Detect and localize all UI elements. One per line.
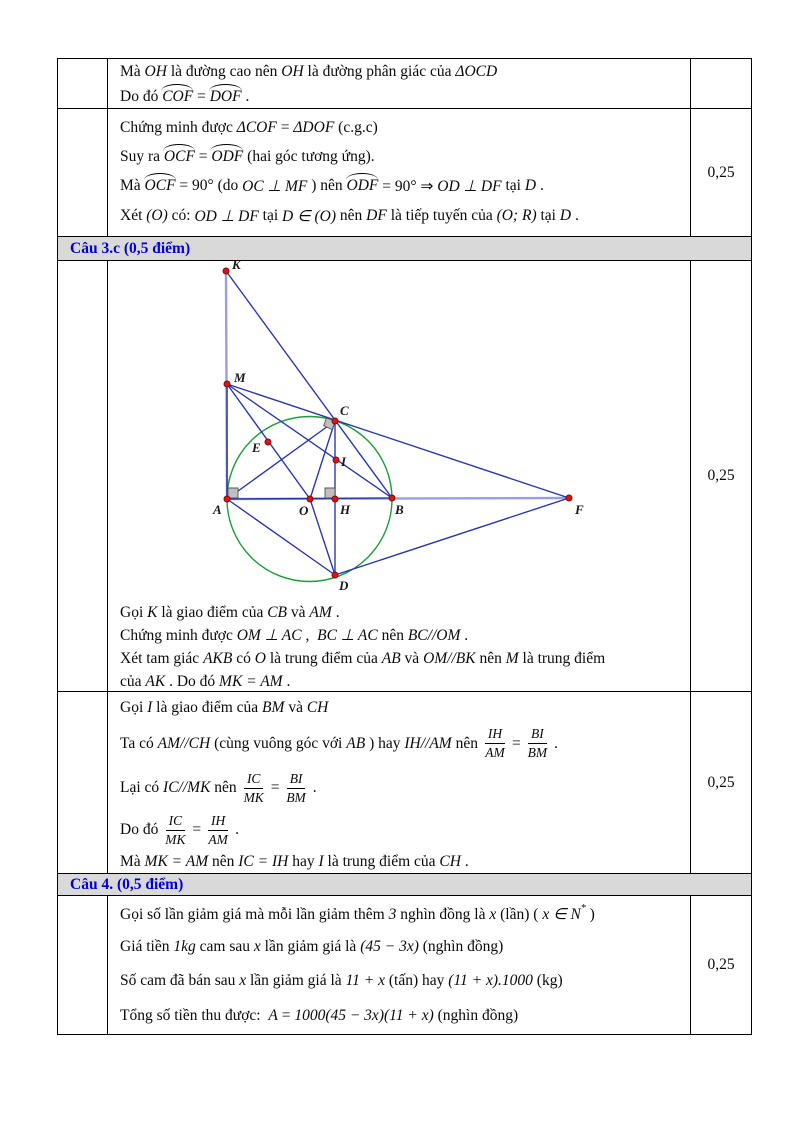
math-run: OD ⊥ DF [437,177,502,195]
point-E [265,439,271,445]
point-C [332,418,338,424]
text-run: (kg) [532,972,563,989]
segment-DF [335,498,569,575]
math-run: (11 + x).1000 [448,972,533,989]
text-run: nên [208,853,239,870]
table-row-band4 [58,874,751,896]
fraction [208,813,228,847]
math-run: AM [309,603,332,621]
math-run: 1000(45 − 3x)(11 + x) [294,1006,434,1024]
point-label-C: C [340,403,349,418]
solution-cell [108,261,691,691]
text-run: (tấn) hay [385,972,449,989]
score-value: 0,25 [707,773,735,791]
score-cell [691,59,751,108]
text-run: nên [475,649,506,667]
solution-line [108,721,690,766]
text-run: Lại có [120,779,164,796]
text-run: . Do đó [165,672,220,690]
math-run: AB [381,649,401,667]
math-run: OM//BK [423,649,476,667]
text-run: là trung điểm của [323,853,440,870]
text-run: cam sau [195,937,254,955]
right-angle-marker [228,488,238,498]
solution-line [108,113,690,142]
segment-OC [310,421,335,499]
math-run: x [239,972,247,989]
solution-line [108,84,690,109]
math-run: I [318,853,324,870]
text-run: hay [288,853,319,870]
math-run: OH [281,63,304,80]
solution-line [108,694,690,721]
text-run: . [331,603,340,621]
fraction [244,771,264,805]
solution-line [108,850,690,874]
math-run: DF [366,207,387,224]
math-run: OC ⊥ MF [242,177,308,195]
question-number-cell [58,692,108,873]
text-run: là trung điểm [518,649,606,667]
math-run: IC//MK [163,779,211,796]
text-run: = 90° ⇒ [378,177,438,195]
text-run: Tổng số tiền thu được: [120,1006,269,1024]
math-run: OH [144,63,167,80]
text-run: lần giảm giá là [260,937,361,955]
fraction-denominator: AM [485,745,505,760]
segment-AC [227,421,335,499]
fraction-numerator: IC [244,771,264,789]
fraction-denominator: BM [286,789,306,805]
math-run: OM ⊥ AC [236,627,302,644]
score-cell [691,692,751,873]
text-run: lần giảm giá là [246,972,346,989]
solution-line [108,930,690,963]
text-run: có: [167,207,195,224]
figure-caption-text [108,601,690,693]
text-run: là đường phân giác của [303,63,456,80]
segment-OD [310,499,335,575]
score-cell [691,109,751,236]
point-label-O: O [299,503,309,518]
solution-cell [108,896,691,1034]
math-run: AM//CH [157,734,211,752]
math-run: x [489,905,497,923]
section-header: Câu 4. (0,5 điểm) [70,875,184,893]
table-row-rowB [58,109,751,237]
solution-line [108,999,690,1032]
text-run: có [232,649,255,667]
fraction-denominator: BM [527,745,548,760]
math-run: (O; R) [496,207,537,224]
text-run: Mà [120,63,145,80]
math-run: IH//AM [404,734,452,752]
solution-cell [108,692,691,873]
solution-line [108,766,690,810]
text-run: Xét tam giác [120,649,204,667]
math-run: AKB [203,649,233,667]
solution-line [108,171,690,201]
table-row-rowD [58,692,751,874]
text-run: (nghìn đồng) [433,1006,519,1024]
angle-arc-notation: ODF [346,177,379,194]
solution-line [108,201,690,231]
table-row-rowC [58,261,751,692]
text-run: là giao điểm của [152,698,263,716]
text-run: Gọi số lần giảm giá mà mỗi lần giảm thêm [120,905,389,923]
angle-arc-notation: OCF [163,147,195,165]
text-run: . [536,177,544,194]
text-run: = [276,118,294,136]
text-run: Số cam đã bán sau [120,972,240,989]
point-I [333,457,339,463]
text-run: (cùng vuông góc với [210,734,347,752]
math-run: 1kg [173,937,196,955]
text-run: , [301,626,318,644]
question-number-cell [58,109,108,236]
text-run: = [277,1006,295,1024]
fraction-numerator: IC [166,813,186,831]
text-run: Gọi [120,603,148,621]
fraction-numerator: IH [208,813,228,831]
point-label-I: I [341,454,347,469]
segment-KB [226,271,392,498]
score-value: 0,25 [707,956,735,973]
math-run: (45 − 3x) [360,937,419,955]
solution-cell [108,59,691,108]
table-row-band3c [58,237,751,261]
text-run: và [284,698,307,716]
math-run: CH [306,698,329,716]
solution-line [108,963,690,999]
angle-arc-notation: COF [162,87,194,105]
math-run: ΔOCD [455,63,498,80]
geometry-figure [139,261,619,599]
point-label-M: M [234,370,246,385]
text-run: tại [258,207,283,224]
math-run: D [559,207,572,224]
text-run: tại [536,207,560,224]
solution-line [108,810,690,850]
solution-line [108,60,690,84]
fraction-denominator: AM [208,831,228,847]
segment-MF [227,384,569,498]
math-run: BM [262,698,285,716]
text-run: Do đó [120,87,163,105]
math-run: BC//OM [407,626,461,644]
solution-cell [108,109,691,236]
score-cell [691,896,751,1034]
text-run: Chứng minh được [120,626,237,644]
text-run: = [508,734,525,752]
table-row-rowE [58,896,751,1034]
text-run: Do đó [120,821,163,838]
question-number-cell [58,261,108,691]
math-run: CB [267,603,288,621]
math-run: x ∈ N [542,906,581,923]
point-B [389,495,395,501]
point-F [566,495,572,501]
math-run: MK = AM [219,672,283,690]
math-run: M [505,649,519,667]
question-number-cell [58,59,108,108]
fraction [485,726,505,760]
point-H [332,496,338,502]
text-run: . [460,626,469,644]
answer-table [57,58,752,1035]
solution-line [108,624,690,647]
point-label-F: F [575,502,584,517]
math-run: 11 + x [345,972,386,989]
math-run: AB [346,734,366,752]
math-run: ΔCOF [236,118,277,136]
score-value: 0,25 [707,467,735,484]
text-run: = [194,147,212,165]
math-run: 3 [388,905,397,923]
text-run: . [282,672,291,690]
fraction-denominator: MK [243,789,264,805]
fraction-numerator: IH [485,726,505,744]
fraction [286,771,306,805]
text-run: Ta có [120,734,158,752]
math-run: BC ⊥ AC [317,627,378,644]
solution-line [108,670,690,693]
text-run: . [231,821,239,838]
math-run: D ∈ (O) [282,207,337,225]
score-value: 0,25 [707,163,735,181]
fraction-numerator: BI [528,726,547,744]
fraction [165,813,185,847]
text-run: ) nên [307,177,347,194]
text-run: nên [451,734,482,752]
section-header: Câu 3.c (0,5 điểm) [70,239,191,257]
fraction [528,726,548,760]
point-label-E: E [252,440,261,455]
text-run: Mà [120,177,145,194]
solution-line [108,647,690,670]
point-D [332,572,338,578]
text-run: . [308,779,317,796]
point-K [223,268,229,274]
point-M [224,381,230,387]
text-run: = [193,87,210,105]
math-run: A [268,1006,278,1024]
text-run: ) hay [365,734,405,752]
text-run: . [460,853,469,870]
text-run: (lần) ( [496,905,543,923]
point-O [307,496,313,502]
text-run: Mà [120,853,145,870]
text-run: . [241,87,250,105]
text-run: và [400,649,424,667]
angle-arc-notation: ODF [211,147,244,165]
text-run: (c.g.c) [334,118,378,136]
text-run: Chứng minh được [120,118,237,136]
math-run: CH [439,853,461,870]
question-number-cell [58,896,108,1034]
text-run: nghìn đồng là [396,905,490,923]
text-run: Suy ra [120,147,164,165]
text-run: Gọi [120,698,148,716]
text-run: = [188,821,205,838]
text-run: = [266,779,284,796]
math-run: (O) [146,207,168,224]
text-run: (nghìn đồng) [418,937,504,955]
segment-AD [227,499,335,575]
point-label-H: H [340,502,351,517]
text-run: là giao điểm của [157,603,268,621]
math-run: AK [145,672,166,690]
point-label-D: D [339,578,349,593]
text-run: (hai góc tương ứng). [243,147,375,165]
text-run: và [287,603,310,621]
math-run: O [254,649,266,667]
math-run: K [147,603,158,621]
point-label-K: K [232,261,241,272]
point-label-A: A [213,502,222,517]
superscript: * [580,903,586,914]
math-run: ΔDOF [293,118,335,136]
text-run: Xét [120,207,147,224]
math-run: OD ⊥ DF [194,207,259,225]
text-run: nên [336,207,367,224]
text-run: là đường cao nên [166,63,282,80]
point-label-B: B [395,502,404,517]
text-run: . [550,734,558,752]
solution-line [108,142,690,171]
text-run: tại [501,177,525,194]
text-run: ) [585,905,595,923]
point-A [224,496,230,502]
math-run: D [524,177,537,194]
solution-line [108,899,690,930]
angle-arc-notation: OCF [144,177,176,194]
solution-line [108,601,690,624]
text-run: là trung điểm của [265,649,382,667]
score-cell [691,261,751,691]
math-run: MK = AM [144,853,209,870]
fraction-denominator: MK [165,831,186,847]
text-run: Giá tiền [120,937,174,955]
text-run: = 90° (do [175,177,243,194]
text-run: là tiếp tuyến của [386,207,497,224]
text-run: nên [377,626,408,644]
angle-arc-notation: DOF [209,87,242,105]
text-run: của [120,672,146,690]
math-run: IC = IH [238,853,289,870]
math-run: x [253,937,261,955]
fraction-numerator: BI [287,771,306,789]
text-run: nên [210,779,241,796]
table-row-rowA [58,59,751,109]
text-run: . [571,207,579,224]
math-run: I [147,698,153,716]
